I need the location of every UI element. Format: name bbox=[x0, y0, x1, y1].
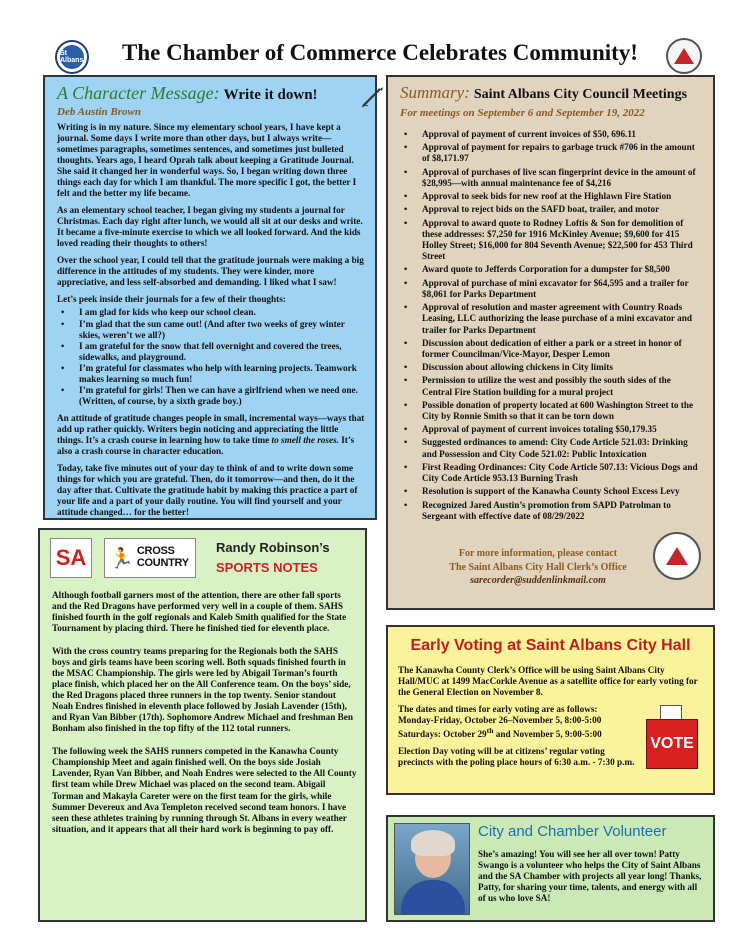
character-paragraph-2: As an elementary school teacher, I began giving my students a journal for Christmas. Each day right after lunch, we would all sit at our desks and write. It became a five-minute exercise to which we all looked forward. And the kids loved reading their thoughts to others! bbox=[57, 205, 363, 249]
page-title: The Chamber of Commerce Celebrates Community! bbox=[122, 40, 638, 65]
character-byline: Deb Austin Brown bbox=[57, 106, 141, 118]
p5-text-c: It’s also a crash course in character education. bbox=[57, 434, 355, 456]
council-summary-box bbox=[386, 75, 715, 610]
sports-paragraph-1: Although football garners most of the attention, there are other fall sports and the Red Dragons have performed very well in a couple of them. SAHS finished fourth in the golf regionals and Kaleb Smith qualified for the State Tournament by placing third. There he finished tied for eleventh place. bbox=[52, 590, 347, 634]
page-header bbox=[0, 0, 750, 74]
cc-line-1: CROSS bbox=[136, 545, 175, 558]
voting-saturday-hours bbox=[398, 726, 602, 740]
list-item: • I’m grateful for girls! Then we can have a girlfriend when we need one. (Written, of course, by a sixth grade boy.) bbox=[57, 385, 365, 407]
ballot-box-icon bbox=[642, 705, 702, 771]
list-item: • I am grateful for the snow that fell overnight and covered the trees, sidewalks, and playground. bbox=[57, 341, 365, 363]
character-paragraph-4: Let’s peek inside their journals for a few of their thoughts: bbox=[57, 294, 286, 305]
seal-left-text: St Albans bbox=[60, 45, 84, 69]
chamber-seal-icon bbox=[666, 38, 702, 74]
p5-text-a: An attitude of gratitude changes people in small, incremental ways—ways that add up rather quickly. Writers begin noticing and appreciating the little things. It’s a crash course in learning how to take time bbox=[57, 412, 365, 445]
list-item: • Permission to utilize the west and possibly the south sides of the Central Fire Station building for a mural project bbox=[400, 375, 703, 397]
quill-pen-icon bbox=[360, 85, 384, 109]
character-paragraph-5 bbox=[57, 413, 365, 457]
sports-byline: Randy Robinson’s bbox=[216, 540, 330, 555]
list-item: • Approval to award quote to Rodney Loftis & Son for demolition of these addresses: $7,250 for 1916 McKinley Avenue; $9,600 for 415 Holley Street; $16,000 for 804 Seventh Avenue; $22,500 for 453 Third Street bbox=[400, 218, 703, 263]
council-script-title: Summary: bbox=[400, 83, 470, 102]
cross-country-logo bbox=[104, 538, 196, 578]
voting-dates-intro: The dates and times for early voting are as follows: bbox=[398, 704, 598, 715]
sports-body bbox=[52, 590, 357, 841]
list-item: • First Reading Ordinances: City Code Article 507.13: Vicious Dogs and City Code Article 953.13 Burning Trash bbox=[400, 462, 703, 484]
st-albans-seal-icon bbox=[55, 40, 89, 74]
cc-line-2: COUNTRY bbox=[136, 557, 189, 569]
character-title: Write it down! bbox=[223, 87, 318, 103]
list-item: • Approval of payment for repairs to garbage truck #706 in the amount of $8,171.97 bbox=[400, 142, 703, 164]
city-seal-icon bbox=[653, 532, 701, 580]
list-item: • Approval of purchases of live scan fingerprint device in the amount of $28,995—with annual maintenance fee of $4,216 bbox=[400, 167, 703, 189]
voting-title: Early Voting at Saint Albans City Hall bbox=[410, 637, 691, 654]
council-meeting-dates: For meetings on September 6 and September 19, 2022 bbox=[400, 107, 645, 119]
character-paragraph-1: Writing is in my nature. Since my elementary school years, I have kept a journal. Some days I write more than other days, but I always write—sometimes paragraphs, sometimes sentences, and sometimes just bulleted thoughts. Years ago, I heard Oprah talk about keeping a Gratitude Journal. She said it changed her in wonderful ways. So, I began writing down three things each day for which I am thankful. The more specific I got, the better I felt and the better my life became. bbox=[57, 122, 357, 199]
list-item: • Approval of payment of current invoices totaling $50,179.35 bbox=[400, 424, 703, 435]
volunteer-text: She’s amazing! You will see her all over town! Patty Swango is a volunteer who helps the City of Saint Albans and the SA Chamber with projects all year long! Thanks, Patty, for sharing your time, talents, and energy with all of us who love SA! bbox=[478, 849, 702, 904]
p5-italic: to smell the roses. bbox=[271, 434, 339, 445]
list-item: • Possible donation of property located at 600 Washington Street to the City by Ronnie Smith so that it can be torn down bbox=[400, 400, 703, 422]
character-paragraph-3: Over the school year, I could tell that the gratitude journals were making a big difference in the attitudes of my students. They were kinder, more appreciative, and less self-absorbed and demanding. I liked what I saw! bbox=[57, 255, 364, 288]
volunteer-photo bbox=[394, 823, 470, 915]
volunteer-title: City and Chamber Volunteer bbox=[478, 823, 667, 840]
council-items-list bbox=[400, 129, 703, 522]
sports-paragraph-2: With the cross country teams preparing for the Regionals both the SAHS boys and girls teams have been scoring well. Both squads finished fourth in the MSAC Championship. The girls were led by Abigail Torman’s fourth place finish, which placed her on the All Conference team. On the boys’ side, the Red Dragons placed three runners in the top twenty. Senior standout Noah Endres finished in eleventh place followed by Josiah Lavender (15th), and Ryan Van Bibber (17th). Sophomore Andrew Michael and freshman Ben Bonham also finished in the top fifty of the 112 total runners. bbox=[52, 646, 353, 734]
list-item: • Resolution is support of the Kanawha County School Excess Levy bbox=[400, 486, 703, 497]
volunteer-box bbox=[386, 815, 715, 922]
cross-country-text bbox=[137, 546, 189, 569]
character-heading bbox=[57, 83, 365, 104]
saturday-sup: th bbox=[486, 726, 494, 736]
sa-logo-icon: SA bbox=[50, 538, 92, 578]
voting-weekday-hours: Monday-Friday, October 26–November 5, 8:00-5:00 bbox=[398, 715, 602, 726]
contact-email-link[interactable]: sarecorder@suddenlinkmail.com bbox=[470, 575, 606, 586]
list-item: • Approval to seek bids for new roof at the Highlawn Fire Station bbox=[400, 191, 703, 202]
sports-paragraph-3: The following week the SAHS runners competed in the Kanawha County Championship Meet and again finished well. On the boys side Josiah Lavender, Ryan Van Bibber, and Noah Endres were selected to the All County first team while Drew Michael was placed on the second team. Abigail Torman and Makayla Careter were on the first team for the girls, while Summer Devereux and Ava Templeton received second team honors. I have seen these athletes training by running through St. Albans in every weather situation, and it appears that all their hard work is beginning to pay off. bbox=[52, 746, 357, 834]
list-item: • Approval of payment of current invoices of $50, 696.11 bbox=[400, 129, 703, 140]
voting-paragraph-1: The Kanawha County Clerk’s Office will be using Saint Albans City Hall/MUC at 1499 MacCorkle Avenue as a satellite office for early voting for the General Election on November 8. bbox=[398, 665, 698, 698]
list-item: • Approval to reject bids on the SAFD boat, trailer, and motor bbox=[400, 204, 703, 215]
council-heading bbox=[400, 83, 703, 103]
list-item: • Suggested ordinances to amend: City Code Article 521.03: Drinking and Possession and City Code 521.02: Public Intoxication bbox=[400, 437, 703, 459]
character-paragraph-6: Today, take five minutes out of your day to think of and to write down some things for which you are grateful. Then, do it tomorrow—and then, do it the day after that. Cultivate the gratitude habit by making this practice a part of your life and a part of your daily routine. You will find yourself and your attitude changed… for the better! bbox=[57, 462, 358, 517]
list-item: • Recognized Jared Austin’s promotion from SAPD Patrolman to Sergeant with effective date of 08/29/2022 bbox=[400, 500, 703, 522]
character-script-title: A Character Message: bbox=[57, 83, 220, 103]
list-item: • Discussion about allowing chickens in City limits bbox=[400, 362, 703, 373]
character-message-box bbox=[43, 75, 377, 520]
saturday-text-b: and November 5, 9:00-5:00 bbox=[493, 729, 602, 740]
sports-title: SPORTS NOTES bbox=[216, 560, 318, 575]
council-contact bbox=[418, 547, 658, 588]
list-item: • Approval of purchase of mini excavator for $64,595 and a trailer for $8,061 for Parks Department bbox=[400, 278, 703, 300]
saturday-text-a: Saturdays: October 29 bbox=[398, 729, 487, 740]
contact-line-1: For more information, please contact bbox=[458, 548, 618, 559]
list-item: • Award quote to Jefferds Corporation for a dumpster for $8,500 bbox=[400, 264, 703, 275]
list-item: • I’m glad that the sun came out! (And after two weeks of grey winter skies, weren’t we all?) bbox=[57, 319, 365, 341]
journal-thoughts-list bbox=[57, 307, 365, 406]
list-item: • Discussion about dedication of either a park or a street in honor of former Councilman/Vice-Mayor, Desper Lemon bbox=[400, 338, 703, 360]
vote-label: VOTE bbox=[646, 719, 698, 769]
council-title: Saint Albans City Council Meetings bbox=[473, 87, 688, 102]
list-item: • I’m grateful for classmates who help with learning projects. Teamwork makes learning so much fun! bbox=[57, 363, 365, 385]
list-item: • Approval of resolution and master agreement with Country Roads Leasing, LLC authorizing the lease purchase of a mini excavator and trailer for Parks Department bbox=[400, 302, 703, 336]
list-item: • I am glad for kids who keep our school clean. bbox=[57, 307, 365, 318]
contact-line-2: The Saint Albans City Hall Clerk’s Office bbox=[449, 561, 627, 573]
sports-notes-box bbox=[38, 528, 367, 922]
voting-paragraph-3: Election Day voting will be at citizens’ regular voting precincts with the poling place hours of 6:30 a.m. - 7:30 p.m. bbox=[398, 746, 635, 768]
runner-icon: 🏃 bbox=[109, 547, 134, 570]
early-voting-box bbox=[386, 625, 715, 795]
